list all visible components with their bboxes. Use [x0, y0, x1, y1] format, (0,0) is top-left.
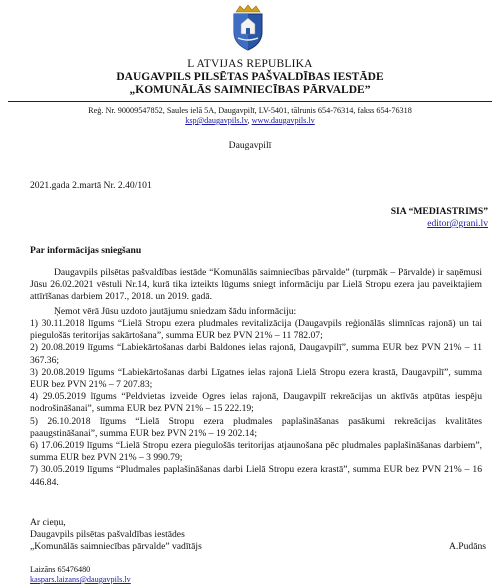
- recipient-name: SIA “MEDIASTRIMS”: [390, 206, 488, 217]
- closing-position: „Komunālās saimniecības pārvalde” vadītājs: [30, 541, 202, 553]
- list-item: 4) 29.05.2019 līgums “Peldvietas izveide Ogres ielas rajonā, Daugavpilī rekreācijas un aktīvās atpūtas iespēju nodrošināšanai”, summa EUR bez PVN 21% – 15 222.19;: [30, 391, 482, 415]
- city-line: Daugavpilī: [228, 140, 272, 151]
- list-item: 5) 26.10.2018 līgums “Lielā Stropu ezera pludmales paplašināšanas pasākumi rekreācijas kvalitātes paaugstināšanai”, summa EUR bez PVN 21% – 19 202.14;: [30, 415, 482, 439]
- footer-block: [30, 565, 131, 585]
- closing-block: [30, 517, 202, 554]
- contact-line: Reģ. Nr. 90009547852, Saules ielā 5A, Daugavpilī, LV-5401, tālrunis 654-76314, fakss 654-76318: [88, 106, 412, 115]
- list-item: 7) 30.05.2019 līgums “Pludmales paplašināšanas darbi Lielā Stropu ezera krastā”, summa EUR bez PVN 21% – 16 446.84.: [30, 464, 482, 488]
- list-item: 2) 20.08.2019 līgums “Labiekārtošanas darbi Baldones ielas rajonā, Daugavpilī”, summa EUR bez PVN 21% – 11 367.36;: [30, 342, 482, 366]
- letter-reference: 2021.gada 2.martā Nr. 2.40/101: [30, 180, 152, 191]
- letter-subject: Par informācijas sniegšanu: [30, 245, 142, 256]
- website-link[interactable]: www.daugavpils.lv: [251, 116, 315, 125]
- list-item: 3) 20.08.2019 līgums “Labiekārtošanas darbi Līgatnes ielas rajonā Lielā Stropu ezera krastā, Daugavpilī”, summa EUR bez PVN 21% – 7 207.83;: [30, 366, 482, 391]
- closing-greeting: Ar cieņu,: [30, 517, 66, 528]
- footer-contact: Laizāns 65476480: [30, 565, 91, 574]
- organization-subtitle: „KOMUNĀLĀS SAIMNIECĪBAS PĀRVALDE”: [129, 84, 371, 96]
- intro-paragraph: Daugavpils pilsētas pašvaldības iestāde “Komunālās saimniecības pārvalde” (turpmāk – Pārvalde) ir saņēmusi Jūsu 26.02.2021 vēstuli Nr.14, kurā tika izteikts lūgums sniegt informāciju par Lielā Stropu ezera jau paveiktajiem attīrīšanas darbiem 2017., 2018. un 2019. gadā.: [30, 267, 482, 303]
- contact-links: [0, 116, 500, 126]
- header-divider: [8, 101, 492, 102]
- link-separator: ,: [247, 116, 252, 125]
- closing-institution: Daugavpils pilsētas pašvaldības iestādes: [30, 529, 185, 541]
- footer-email-link[interactable]: kaspars.laizans@daugavpils.lv: [30, 575, 131, 584]
- recipient-email-link[interactable]: editor@grani.lv: [427, 218, 488, 229]
- contract-list: [30, 318, 482, 489]
- list-item: 6) 17.06.2019 līgums “Lielā Stropu ezera piegulošās teritorijas atjaunošana pēc pludmales paplašināšanas darbiem”, summa EUR bez PVN 21% – 3 990.79;: [30, 440, 482, 464]
- list-item: 1) 30.11.2018 līgums “Lielā Stropu ezera pludmales revitalizācija (Daugavpils reģionālās slimnīcas rajonā) un tai piegulošās teritorijas sakārtošana”, summa EUR bez PVN 21% – 11 782.07;: [30, 318, 482, 342]
- organization-title: DAUGAVPILS PILSĒTAS PAŠVALDĪBAS IESTĀDE: [116, 71, 384, 83]
- coat-of-arms-icon: [228, 4, 268, 52]
- country-title: L ATVIJAS REPUBLIKA: [187, 58, 313, 70]
- email-link[interactable]: ksp@daugavpils.lv: [185, 116, 248, 125]
- signatory-name: A.Pudāns: [448, 541, 486, 552]
- lead-paragraph: Ņemot vērā Jūsu uzdoto jautājumu sniedzam šādu informāciju:: [54, 306, 297, 317]
